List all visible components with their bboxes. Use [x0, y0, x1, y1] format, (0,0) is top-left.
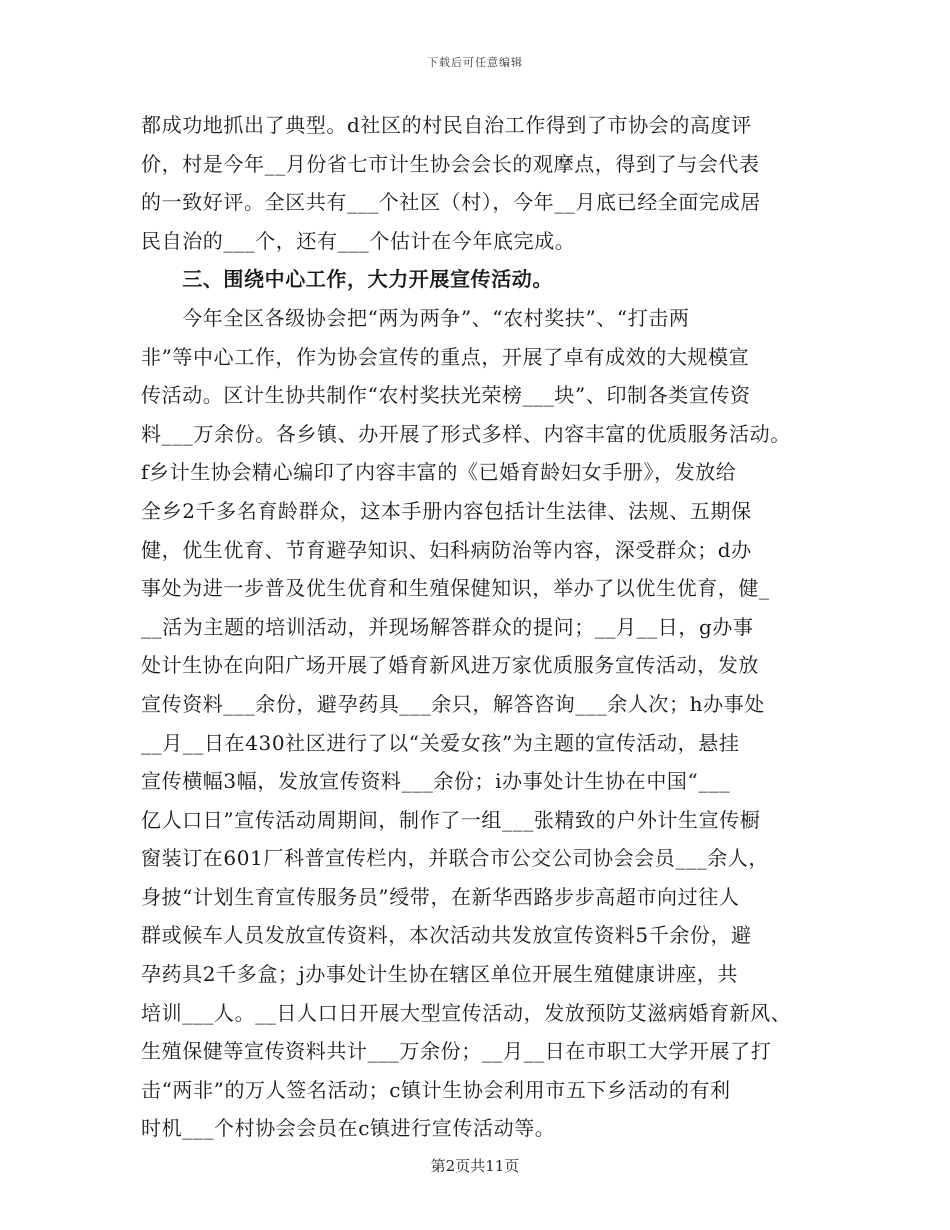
body-line: 培训___人。__日人口日开展大型宣传活动，发放预防艾滋病婚育新风、 [141, 1000, 792, 1025]
body-line: f乡计生协会精心编印了内容丰富的《已婚育龄妇女手册》，发放给 [141, 460, 737, 485]
body-line: 全乡2千多名育龄群众，这本手册内容包括计生法律、法规、五期保 [141, 498, 752, 523]
body-line: 的一致好评。全区共有___个社区（村），今年__月底已经全面完成居 [141, 190, 761, 215]
body-line: 宣传横幅3幅，发放宣传资料___余份；i办事处计生协在中国“___ [141, 769, 731, 794]
body-line: 非”等中心工作，作为协会宣传的重点，开展了卓有成效的大规模宣 [141, 344, 750, 369]
body-line: 传活动。区计生协共制作“农村奖扶光荣榜___块”、印制各类宣传资 [141, 383, 751, 408]
section-heading: 三、围绕中心工作，大力开展宣传活动。 [141, 267, 553, 292]
body-line: 孕药具2千多盒；j办事处计生协在辖区单位开展生殖健康讲座，共 [141, 962, 738, 987]
body-line: 民自治的___个，还有___个估计在今年底完成。 [141, 228, 576, 253]
body-line: __月__日在430社区进行了以“关爱女孩”为主题的宣传活动，悬挂 [141, 730, 740, 755]
body-line: 健，优生优育、节育避孕知识、妇科病防治等内容，深受群众；d办 [141, 537, 752, 562]
body-line: 身披“计划生育宣传服务员”绶带，在新华西路步步高超市向过往人 [141, 884, 740, 909]
body-line: __活为主题的培训活动，并现场解答群众的提问；__月__日，g办事 [141, 614, 754, 639]
body-line: 都成功地抓出了典型。d社区的村民自治工作得到了市协会的高度评 [141, 113, 752, 137]
body-line: 亿人口日”宣传活动周期间，制作了一组___张精致的户外计生宣传橱 [141, 807, 761, 832]
body-line: 时机___个村协会会员在c镇进行宣传活动等。 [141, 1116, 556, 1141]
body-line: 群或候车人员发放宣传资料，本次活动共发放宣传资料5千余份，避 [141, 923, 752, 948]
body-line: 今年全区各级协会把“两为两争”、“农村奖扶”、“打击两 [141, 305, 690, 330]
body-line: 事处为进一步普及优生优育和生殖保健知识，举办了以优生优育，健_ [141, 576, 770, 601]
body-line: 窗装订在601厂科普宣传栏内，并联合市公交公司协会会员___余人， [141, 846, 769, 871]
page-number-footer: 第2页共11页 [430, 1157, 520, 1175]
body-line: 价，村是今年__月份省七市计生协会会长的观摩点，得到了与会代表 [141, 151, 760, 176]
body-line: 处计生协在向阳广场开展了婚育新风进万家优质服务宣传活动，发放 [141, 653, 759, 678]
header-note: 下载后可任意编辑 [427, 56, 523, 69]
body-line: 生殖保健等宣传资料共计___万余份；__月__日在市职工大学开展了打 [141, 1039, 772, 1064]
body-line: 料___万余份。各乡镇、办开展了形式多样、内容丰富的优质服务活动。 [141, 421, 791, 446]
body-line: 宣传资料___余份，避孕药具___余只，解答咨询___余人次；h办事处 [141, 691, 765, 716]
document-body [141, 106, 831, 1148]
body-line: 击“两非”的万人签名活动；c镇计生协会利用市五下乡活动的有利 [141, 1077, 731, 1102]
